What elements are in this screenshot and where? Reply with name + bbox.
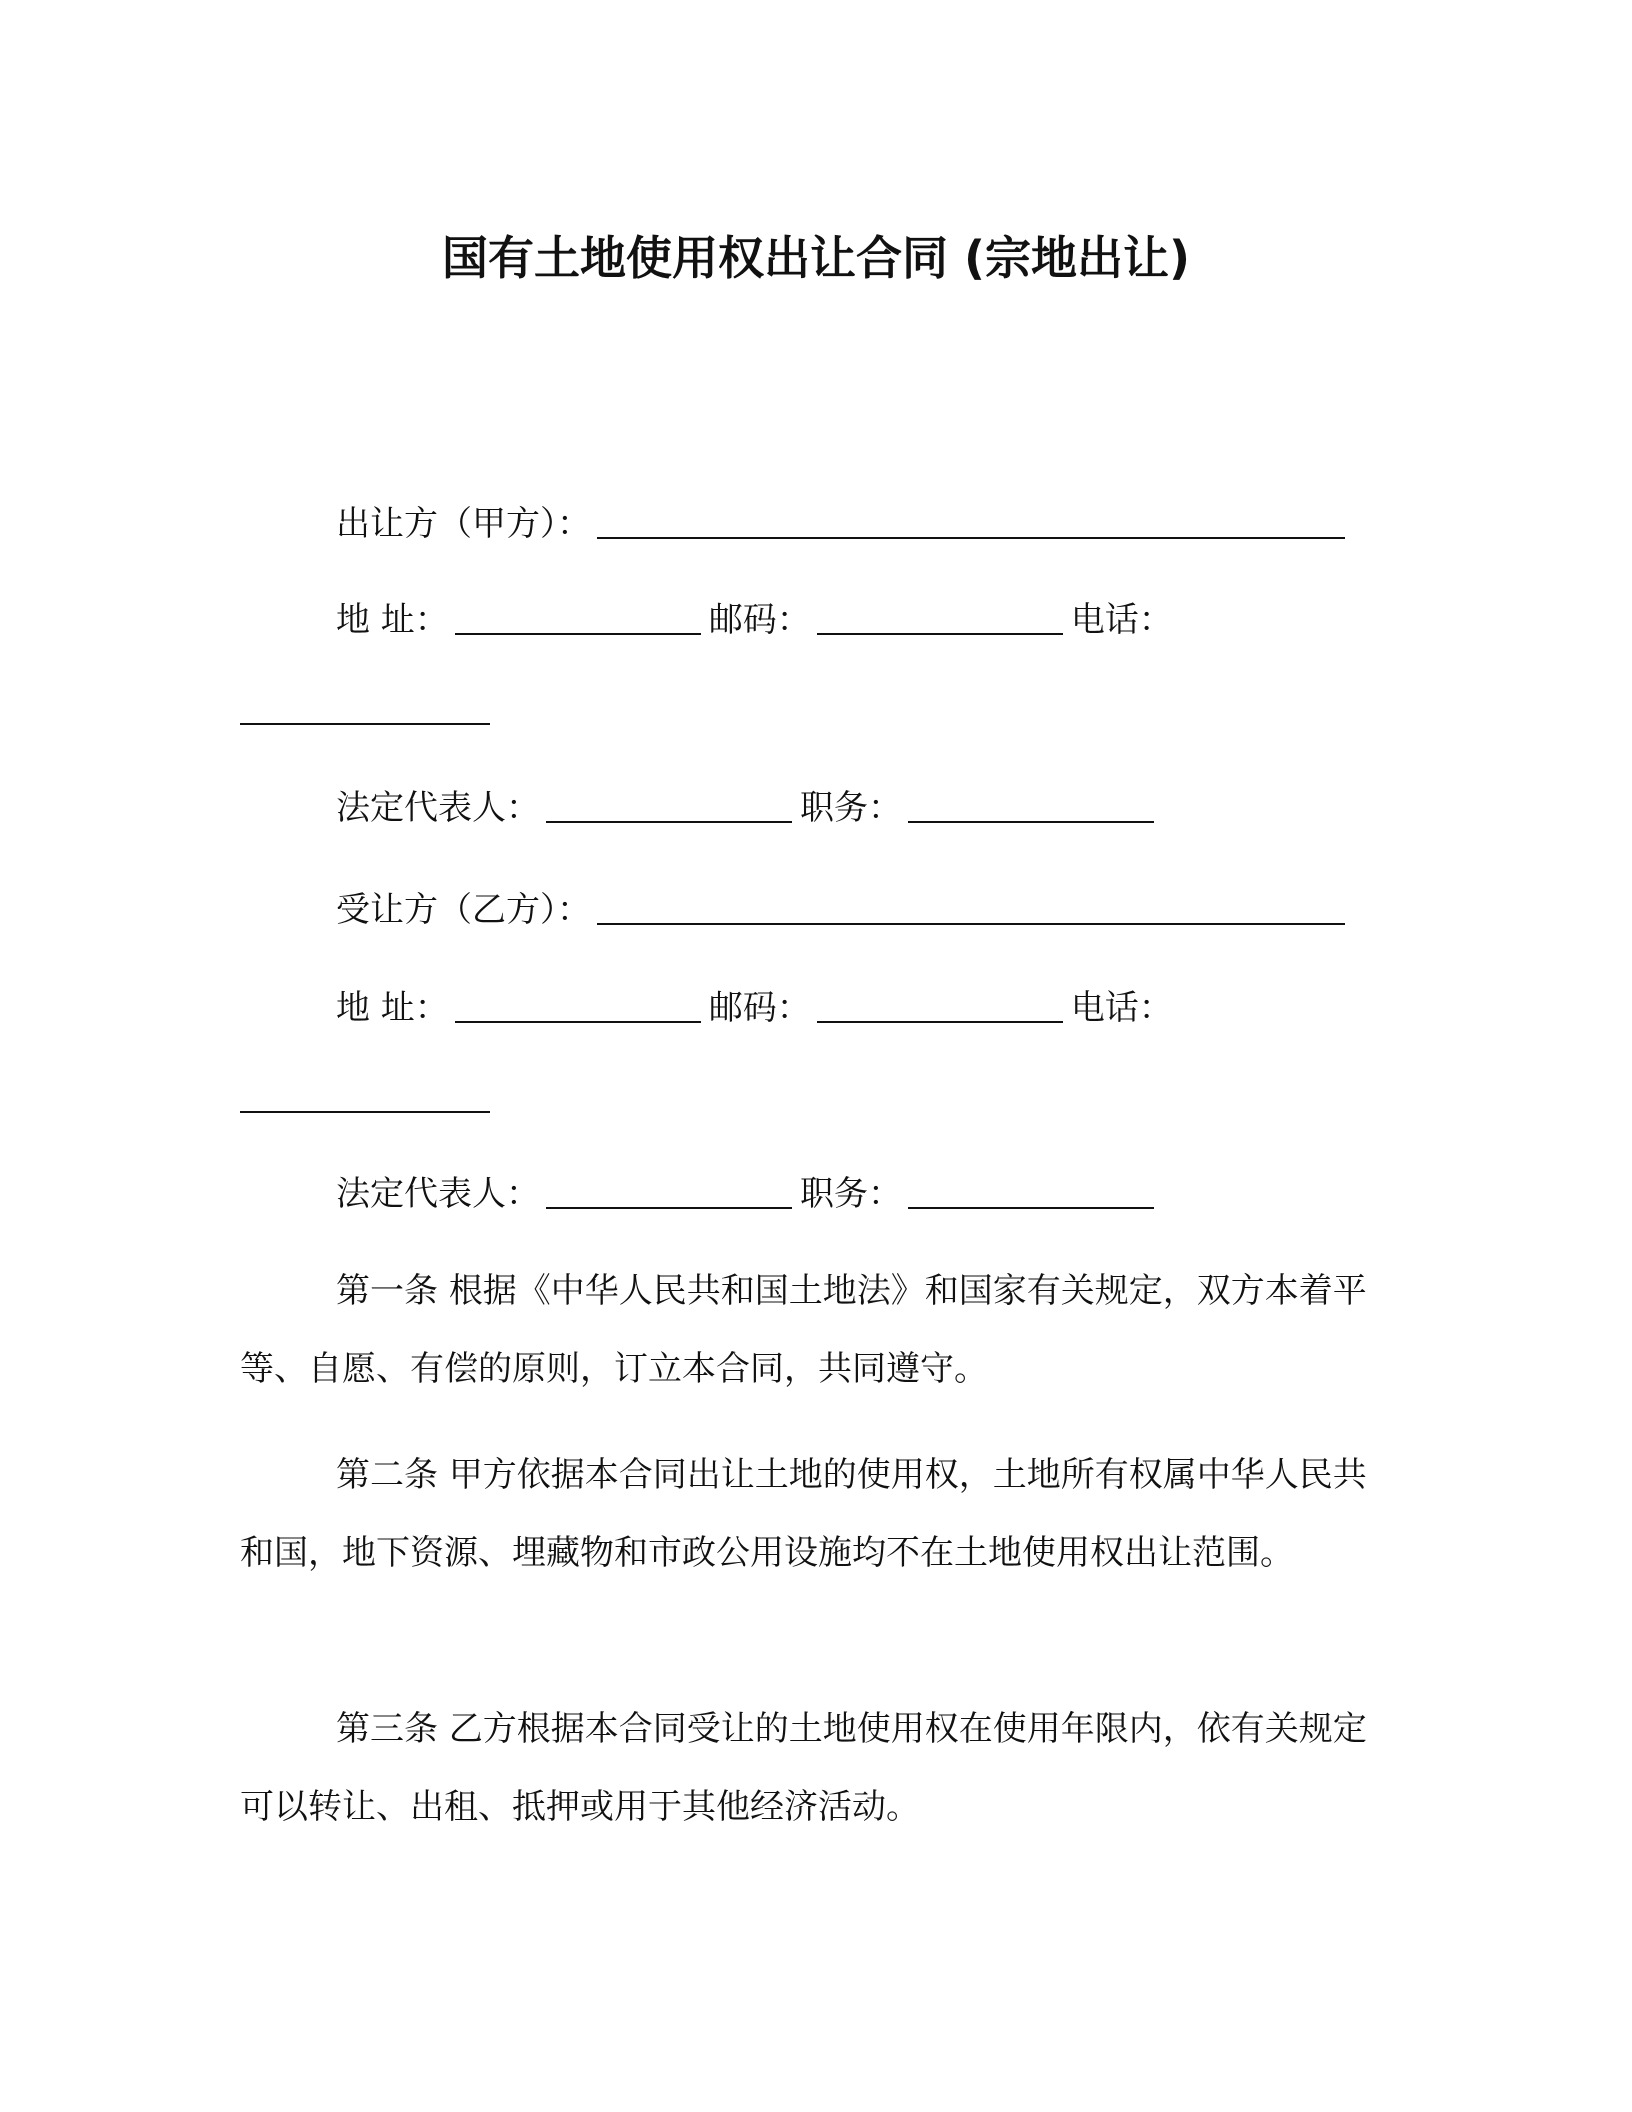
party-b-phone-blank[interactable] <box>240 1081 490 1113</box>
party-a-contact-row <box>336 598 1173 642</box>
party-a-phone-row <box>240 688 498 732</box>
article-3-text: 乙方根据本合同受让的土地使用权在使用年限内，依有关规定可以转让、出租、抵押或用于其他经济活动。 <box>240 1709 1367 1827</box>
party-a-name-blank[interactable] <box>597 507 1345 539</box>
document-title: 国有土地使用权出让合同 (宗地出让) <box>441 231 1191 285</box>
article-2-text: 甲方依据本合同出让土地的使用权，土地所有权属中华人民共和国，地下资源、埋藏物和市政公用设施均不在土地使用权出让范围。 <box>240 1455 1367 1573</box>
article-2 <box>240 1436 1390 1592</box>
party-b-name-label: 受让方（乙方）： <box>336 890 591 930</box>
party-b-position-label: 职务： <box>800 1174 902 1214</box>
party-b-phone-label: 电话： <box>1070 988 1173 1028</box>
party-a-address-blank[interactable] <box>455 603 701 635</box>
party-a-phone-blank[interactable] <box>240 693 490 725</box>
party-a-phone-label: 电话： <box>1070 600 1173 640</box>
party-a-address-label: 地 址： <box>336 600 449 640</box>
party-b-postcode-blank[interactable] <box>817 991 1063 1023</box>
party-b-address-blank[interactable] <box>455 991 701 1023</box>
party-a-postcode-label: 邮码： <box>708 600 811 640</box>
article-1-text: 根据《中华人民共和国土地法》和国家有关规定，双方本着平等、自愿、有偿的原则，订立本合同，共同遵守。 <box>240 1271 1367 1389</box>
party-b-address-label: 地 址： <box>336 988 449 1028</box>
party-a-position-label: 职务： <box>800 788 902 828</box>
party-a-rep-row <box>336 786 1162 830</box>
party-a-position-blank[interactable] <box>908 791 1154 823</box>
party-b-name-blank[interactable] <box>597 893 1345 925</box>
article-3-heading: 第三条 <box>336 1709 438 1749</box>
party-a-name-label: 出让方（甲方）： <box>336 504 591 544</box>
article-1 <box>240 1252 1390 1408</box>
party-b-phone-row <box>240 1076 498 1120</box>
party-a-postcode-blank[interactable] <box>817 603 1063 635</box>
party-b-name-row <box>336 888 1353 932</box>
party-b-postcode-label: 邮码： <box>708 988 811 1028</box>
party-a-rep-blank[interactable] <box>546 791 792 823</box>
party-a-rep-label: 法定代表人： <box>336 788 540 828</box>
party-b-rep-blank[interactable] <box>546 1177 792 1209</box>
party-b-rep-row <box>336 1172 1162 1216</box>
article-2-heading: 第二条 <box>336 1455 438 1495</box>
article-1-heading: 第一条 <box>336 1271 438 1311</box>
party-b-position-blank[interactable] <box>908 1177 1154 1209</box>
party-b-contact-row <box>336 986 1173 1030</box>
party-b-rep-label: 法定代表人： <box>336 1174 540 1214</box>
party-a-name-row <box>336 502 1353 546</box>
article-3 <box>240 1690 1390 1846</box>
